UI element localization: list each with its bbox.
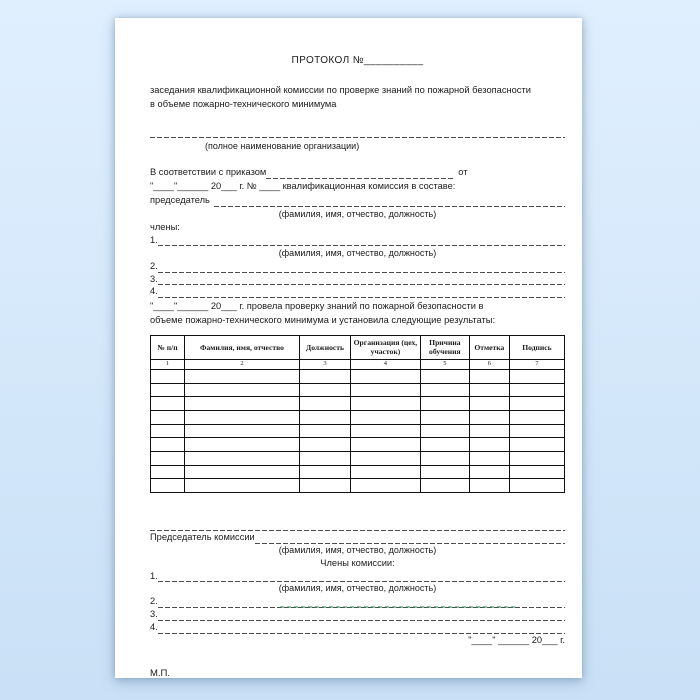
table-cell-empty [350, 424, 420, 438]
signoff-chairman-label: Председатель комиссии [150, 532, 255, 543]
table-cell-empty [300, 411, 351, 425]
table-cell-empty [151, 465, 185, 479]
result-line-1: "____"______ 20___ г. провела проверку знаний по пожарной безопасности в [150, 300, 484, 311]
col-header-signature: Подпись [509, 335, 564, 359]
member-line-1 [150, 234, 565, 247]
member-line-3 [150, 273, 565, 286]
signoff-fio-caption-1: (фамилия, имя, отчество, должность) [278, 544, 437, 555]
signoff-top-fill-line [150, 520, 565, 531]
signoff-chairman-line [150, 531, 565, 544]
order-line [150, 165, 565, 179]
results-table-header [151, 335, 565, 369]
table-cell-empty [469, 438, 509, 452]
table-cell-empty [420, 369, 469, 383]
table-cell-empty [420, 438, 469, 452]
signoff-chairman-fill-line [255, 533, 565, 544]
signoff-member-number-2: 2. [150, 596, 158, 607]
results-table-body [151, 369, 565, 492]
results-table [150, 335, 565, 493]
col-num-6: 6 [469, 359, 509, 369]
col-header-fio: Фамилия, имя, отчество [184, 335, 299, 359]
table-row [151, 411, 565, 425]
watermark-artifact [280, 605, 516, 608]
document-page [115, 18, 582, 678]
table-cell-empty [509, 452, 564, 466]
table-cell-empty [151, 397, 185, 411]
table-cell-empty [350, 383, 420, 397]
table-cell-empty [350, 438, 420, 452]
order-number-fill-line [266, 168, 454, 179]
table-cell-empty [151, 411, 185, 425]
member-fill-line-4 [158, 287, 565, 298]
table-cell-empty [509, 411, 564, 425]
table-row [151, 383, 565, 397]
table-cell-empty [300, 452, 351, 466]
col-header-position: Должность [300, 335, 351, 359]
table-cell-empty [151, 479, 185, 493]
table-cell-empty [420, 424, 469, 438]
member-fill-line-1 [158, 235, 565, 246]
table-cell-empty [350, 465, 420, 479]
table-cell-empty [509, 397, 564, 411]
signoff-member-line-4 [150, 621, 565, 634]
table-cell-empty [184, 369, 299, 383]
signoff-member-line-3 [150, 608, 565, 621]
table-cell-empty [469, 411, 509, 425]
organization-fill-line [150, 127, 565, 138]
member-fill-line-2 [158, 262, 565, 273]
chairman-label: председатель [150, 195, 210, 205]
signoff-member-fill-line-3 [158, 610, 565, 621]
document-title: ПРОТОКОЛ №__________ [291, 55, 424, 66]
col-header-num: № п/п [151, 335, 185, 359]
table-row [151, 369, 565, 383]
signoff-member-line-1 [150, 570, 565, 583]
signoff-member-number-1: 1. [150, 570, 158, 581]
table-cell-empty [469, 465, 509, 479]
col-num-1: 1 [151, 359, 185, 369]
signoff-member-fill-line-1 [158, 571, 565, 582]
table-cell-empty [350, 452, 420, 466]
organization-caption: (полное наименование организации) [205, 141, 360, 151]
header-row [151, 335, 565, 359]
table-row [151, 397, 565, 411]
document-content [115, 18, 582, 681]
subtitle-line-1: заседания квалификационной комиссии по проверке знаний по пожарной безопасности [150, 85, 531, 95]
order-from-label: от [458, 167, 468, 177]
table-cell-empty [469, 383, 509, 397]
signoff-member-fill-line-4 [158, 623, 565, 634]
table-cell-empty [184, 397, 299, 411]
table-cell-empty [509, 383, 564, 397]
table-row [151, 424, 565, 438]
col-header-mark: Отметка [469, 335, 509, 359]
table-cell-empty [300, 465, 351, 479]
table-cell-empty [350, 411, 420, 425]
table-cell-empty [300, 383, 351, 397]
column-numbers-row [151, 359, 565, 369]
table-cell-empty [350, 369, 420, 383]
table-row [151, 438, 565, 452]
table-cell-empty [151, 369, 185, 383]
table-cell-empty [184, 465, 299, 479]
table-cell-empty [151, 452, 185, 466]
table-cell-empty [420, 383, 469, 397]
table-cell-empty [509, 438, 564, 452]
signoff-date-line: "____" ______ 20___ г. [468, 634, 565, 645]
col-num-7: 7 [509, 359, 564, 369]
table-cell-empty [184, 438, 299, 452]
col-num-2: 2 [184, 359, 299, 369]
table-cell-empty [469, 424, 509, 438]
signoff-members-title: Члены комиссии: [320, 557, 395, 568]
col-header-reason: Причина обучения [420, 335, 469, 359]
table-cell-empty [184, 411, 299, 425]
member-number-3: 3. [150, 273, 158, 284]
col-num-5: 5 [420, 359, 469, 369]
table-cell-empty [469, 452, 509, 466]
order-date-line: "____"______ 20___ г. № ____ квалификационная комиссия в составе: [150, 181, 456, 191]
member-line-2 [150, 260, 565, 273]
table-cell-empty [509, 369, 564, 383]
signoff-fio-caption-2: (фамилия, имя, отчество, должность) [278, 583, 437, 594]
table-cell-empty [151, 438, 185, 452]
table-row [151, 479, 565, 493]
result-line-2: объеме пожарно-технического минимума и установила следующие результаты: [150, 314, 496, 325]
table-cell-empty [420, 397, 469, 411]
table-cell-empty [151, 383, 185, 397]
signoff-member-fill-line-2 [158, 597, 565, 608]
table-cell-empty [184, 424, 299, 438]
table-cell-empty [350, 397, 420, 411]
table-cell-empty [300, 369, 351, 383]
col-header-organization: Организация (цех, участок) [350, 335, 420, 359]
table-cell-empty [300, 479, 351, 493]
table-row [151, 452, 565, 466]
table-cell-empty [300, 397, 351, 411]
table-row [151, 465, 565, 479]
table-cell-empty [509, 424, 564, 438]
member-line-4 [150, 285, 565, 298]
member-number-2: 2. [150, 261, 158, 272]
table-cell-empty [420, 411, 469, 425]
table-cell-empty [420, 452, 469, 466]
table-cell-empty [184, 479, 299, 493]
table-cell-empty [420, 479, 469, 493]
subtitle-line-2: в объеме пожарно-технического минимума [150, 99, 337, 109]
table-cell-empty [350, 479, 420, 493]
table-cell-empty [509, 479, 564, 493]
col-num-4: 4 [350, 359, 420, 369]
seal-label: М.П. [150, 668, 171, 680]
table-cell-empty [469, 479, 509, 493]
signoff-member-line-2 [150, 595, 565, 608]
member-number-1: 1. [150, 234, 158, 245]
col-num-3: 3 [300, 359, 351, 369]
signoff-section [150, 520, 565, 681]
fio-caption-2: (фамилия, имя, отчество, должность) [278, 248, 437, 259]
table-cell-empty [184, 383, 299, 397]
order-prefix: В соответствии с приказом [150, 167, 267, 177]
table-cell-empty [151, 424, 185, 438]
table-cell-empty [420, 465, 469, 479]
signoff-member-number-3: 3. [150, 608, 158, 619]
chairman-fill-line [214, 196, 565, 207]
member-number-4: 4. [150, 286, 158, 297]
members-label: члены: [150, 222, 180, 232]
signoff-member-number-4: 4. [150, 621, 158, 632]
member-fill-line-3 [158, 274, 565, 285]
table-cell-empty [184, 452, 299, 466]
fio-caption-1: (фамилия, имя, отчество, должность) [278, 209, 437, 219]
table-cell-empty [469, 369, 509, 383]
table-cell-empty [300, 424, 351, 438]
table-cell-empty [469, 397, 509, 411]
chairman-line [150, 193, 565, 207]
table-cell-empty [300, 438, 351, 452]
table-cell-empty [509, 465, 564, 479]
document-subtitle [150, 83, 565, 111]
